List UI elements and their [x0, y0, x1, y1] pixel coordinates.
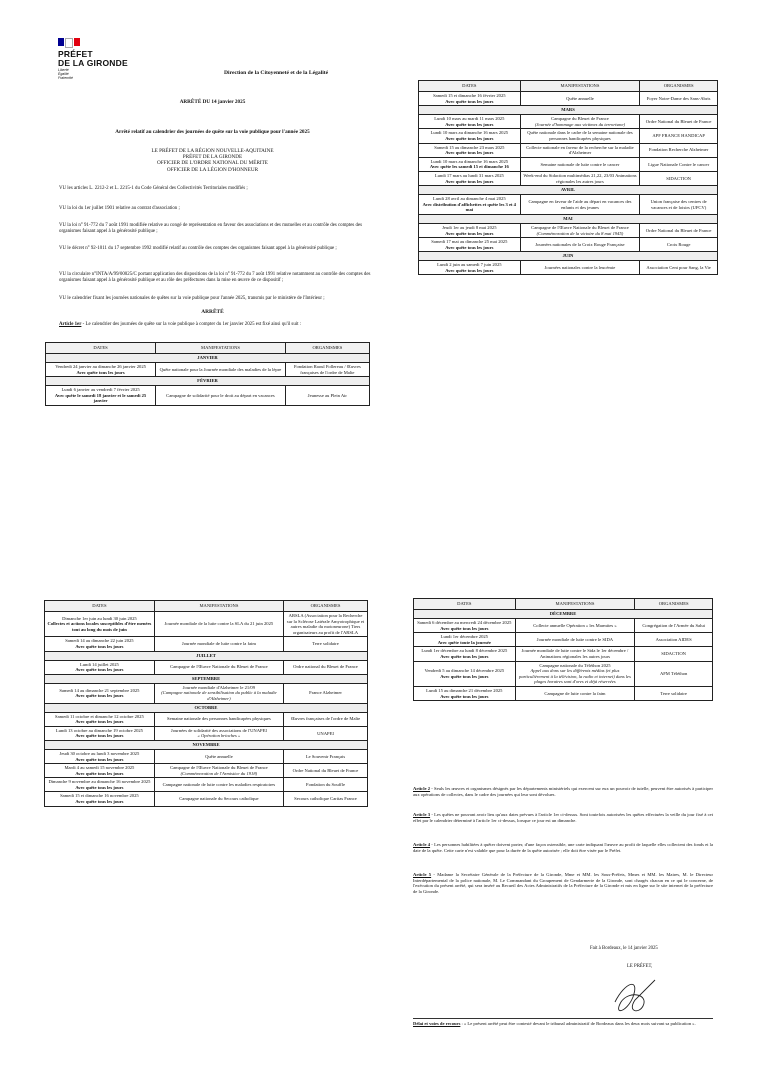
fait-a: Fait à Bordeaux, le 14 janvier 2025 [590, 946, 658, 951]
page-4 [405, 598, 723, 1036]
organisme-cell: AFM Téléthon [635, 661, 713, 686]
date-text: Dimanche 9 novembre au dimanche 16 novembre 2025 [48, 779, 151, 785]
table-row [414, 661, 713, 686]
date-text: Lundi 13 octobre au dimanche 19 octobre 2025 [55, 727, 143, 733]
organisme-cell: APF FRANCE HANDICAP [640, 129, 718, 143]
table-row [45, 683, 368, 703]
date-text: Jeudi 1er au jeudi 8 mai 2025 [442, 224, 497, 230]
date-cell [46, 363, 156, 377]
article-1-label: Article 1er [59, 322, 82, 327]
organisme-cell: Terre solidaire [635, 686, 713, 700]
quete-table-2 [418, 80, 718, 275]
quete-detail: Avec quête tous les jours [75, 719, 124, 725]
quete-detail: Avec quête le samedi 18 janvier et le samedi 25 janvier [54, 392, 147, 404]
table-row [45, 778, 368, 792]
manifestation-text: Journées nationales contre la leucémie [544, 265, 616, 271]
manifestation-note: (Commémoration de la victoire du 8 mai 1945) [536, 230, 624, 236]
month-section-row [45, 740, 368, 749]
vu-item: VU la loi du 1er juillet 1901 relative au contrat d'association ; [59, 206, 180, 211]
col-dates-header: DATES [419, 81, 521, 92]
table-row [419, 171, 718, 185]
organisme-cell: Association Cent pour Sang, la Vie [640, 261, 718, 275]
article-text: - Les personnes habilitées à quêter doivent porter, d'une façon ostensible, une carte indiquant l'œuvre au profit de laquelle elles collectent des fonds et la date de la quête. Cette carte n'est valable que pour la durée de la quête autorisée ; elle doit être visée par le Préfet. [413, 842, 713, 853]
manifestation-cell [154, 764, 283, 778]
date-cell [45, 637, 155, 651]
table-row [45, 764, 368, 778]
table-row [419, 92, 718, 106]
month-section-label: JANVIER [46, 354, 370, 363]
table-header-row [419, 81, 718, 92]
manifestation-text: Campagne nationale de lutte contre les maladies respiratoires [162, 782, 276, 788]
quete-detail: Avec quête tous les jours [445, 150, 494, 156]
date-text: Lundi 17 mars au lundi 31 mars 2025 [434, 172, 504, 178]
table-row [45, 612, 368, 637]
manifestation-text: Campagne de l'Œuvre Nationale du Bleuet de France [170, 664, 268, 670]
vu-item: VU la circulaire n°INTA/A/99/00025/C portant application des dispositions de la loi n° 91-772 du 7 août 1991 relative notamment au contrôle des comptes des organismes faisant appel à la générosité publique et au rôle des préfectures dans la mise en œuvre de ce dispositif ; [59, 272, 371, 283]
date-cell [414, 647, 516, 661]
manifestation-text: Journée mondiale de lutte contre le SIDA [536, 636, 614, 642]
table-row [414, 647, 713, 661]
quete-detail: Avec quête tous les jours [75, 693, 124, 699]
month-section-row [419, 214, 718, 223]
table-header-row [46, 343, 370, 354]
date-cell [419, 238, 521, 252]
le-prefet: LE PRÉFET, [627, 964, 653, 969]
quete-detail: Avec quête tous les jours [445, 98, 494, 104]
organisme-cell: Foyer Notre-Dame des Sans-Abris [640, 92, 718, 106]
date-text: Vendredi 5 au dimanche 14 décembre 2025 [424, 668, 505, 674]
month-section-label: JUILLET [45, 651, 368, 660]
arrete-objet: Arrêté relatif au calendrier des journées de quête sur la voie publique pour l'année 2025 [115, 129, 310, 135]
organisme-cell: Union française des centres de vacances et de loisirs (UFCV) [640, 195, 718, 215]
manifestation-cell [154, 712, 283, 726]
vu-item: VU la loi n° 91-772 du 7 août 1991 modifiée relative au congé de représentation en faveur des associations et des mutuelles et au contrôle des comptes des organismes faisant appel à la générosité publique ; [59, 223, 363, 234]
prefet-line: LE PRÉFET DE LA RÉGION NOUVELLE-AQUITAINE [151, 148, 274, 154]
manifestation-text: Campagne de l'Œuvre Nationale du Bleuet de France [170, 765, 268, 771]
manifestation-cell [515, 619, 635, 633]
col-organismes-header: ORGANISMES [640, 81, 718, 92]
manifestation-cell [520, 143, 640, 157]
quete-detail: Avec quête tous les jours [440, 673, 489, 679]
organisme-cell: Ordre National du Bleuet de France [640, 115, 718, 129]
quete-detail: Avec quête les samedi 15 et dimanche 16 [429, 164, 509, 170]
quete-detail: Avec quête tous les jours [445, 230, 494, 236]
date-cell [45, 749, 155, 763]
organisme-cell: UNAPEI [284, 726, 368, 740]
manifestation-cell [520, 195, 640, 215]
date-cell [419, 143, 521, 157]
quete-detail: Avec quête toute la journée [437, 639, 491, 645]
organisme-cell: Ligue Nationale Contre le cancer [640, 157, 718, 171]
table-row [46, 363, 370, 377]
table-row [419, 157, 718, 171]
prefet-line: PRÉFET DE LA GIRONDE [182, 154, 243, 161]
col-manifestations-header: MANIFESTATIONS [154, 601, 283, 612]
page-3 [44, 600, 368, 1060]
quete-detail: Collectes et actions locales susceptibles d'être menées tout au long du mois de juin [47, 621, 152, 632]
date-text: Lundi 10 mars au mardi 11 mars 2025 [434, 116, 505, 122]
table-header-row [414, 599, 713, 610]
month-section-label: DÉCEMBRE [414, 610, 713, 619]
month-section-label: JUIN [419, 252, 718, 261]
manifestation-text: Collecte annuelle Opération « les Marmites » [533, 622, 617, 628]
arrete-heading: ARRÊTÉ [201, 309, 224, 315]
date-cell [45, 660, 155, 674]
date-cell [45, 712, 155, 726]
date-cell [414, 633, 516, 647]
date-cell [419, 195, 521, 215]
manifestation-text: Quête annuelle [205, 753, 233, 759]
quete-detail: Avec distribution d'affichettes et quête les 3 et 4 mai [422, 201, 516, 213]
manifestation-cell [156, 363, 286, 377]
vu-item: VU les articles L. 2212-2 et L. 2215-1 du Code Général des Collectivités Territoriales modifiés ; [59, 186, 248, 191]
manifestation-note: (Commémoration de l'Armistice du 1918) [180, 770, 258, 776]
organisme-cell: Ordre National du Bleuet de France [284, 764, 368, 778]
article-label: Article 2 [413, 786, 431, 791]
manifestation-cell [515, 633, 635, 647]
date-cell [46, 386, 156, 406]
article-text: - Seuls les œuvres et organismes désignés par les départements ministériels qui exercent sur eux un pouvoir de tutelle, peuvent être autorisés à participer aux opérations de collectes, dans le cadre des journées qui leur sont dévolues. [413, 786, 714, 797]
col-organismes-header: ORGANISMES [284, 601, 368, 612]
month-section-row [419, 186, 718, 195]
article-label: Article 5 [413, 872, 432, 877]
manifestation-cell [156, 386, 286, 406]
organisme-cell: Fondation Raoul Follereau / Œuvres françaises de l'ordre de Malte [285, 363, 369, 377]
table-row [46, 386, 370, 406]
quete-detail: Avec quête tous les jours [75, 770, 124, 776]
manifestation-text: Campagne nationale du Téléthon 2025 [539, 662, 611, 668]
date-text: Lundi 6 janvier au vendredi 7 février 2025 [61, 387, 140, 393]
quete-detail: Avec quête tous les jours [75, 784, 124, 790]
delais-recours [413, 1018, 713, 1027]
date-text: Lundi 1er décembre 2025 [440, 634, 488, 640]
col-dates-header: DATES [414, 599, 516, 610]
date-text: Lundi 28 avril au dimanche 4 mai 2025 [433, 196, 506, 202]
date-text: Lundi 10 mars au dimanche 16 mars 2025 [430, 130, 509, 136]
date-text: Lundi 1er décembre au lundi 8 décembre 2025 [421, 648, 508, 654]
date-text: Samedi 15 et dimanche 16 novembre 2025 [60, 793, 139, 799]
manifestation-cell [154, 637, 283, 651]
manifestation-cell [520, 157, 640, 171]
col-manifestations-header: MANIFESTATIONS [156, 343, 286, 354]
date-cell [45, 612, 155, 637]
date-text: Samedi 14 au dimanche 21 septembre 2025 [59, 687, 140, 693]
date-text: Dimanche 1er juin au lundi 30 juin 2025 [62, 615, 137, 621]
manifestation-cell [520, 171, 640, 185]
organisme-cell: SIDACTION [635, 647, 713, 661]
table-row [45, 660, 368, 674]
date-cell [419, 171, 521, 185]
col-dates-header: DATES [46, 343, 156, 354]
date-cell [414, 619, 516, 633]
date-cell [419, 223, 521, 237]
organisme-cell: Ordre National du Bleuet de France [640, 223, 718, 237]
manifestation-cell [154, 792, 283, 806]
table-row [419, 129, 718, 143]
date-cell [419, 157, 521, 171]
organisme-cell: Fondation Recherche Alzheimer [640, 143, 718, 157]
month-section-row [414, 610, 713, 619]
manifestation-cell [520, 115, 640, 129]
quete-table-3 [44, 600, 368, 807]
quete-detail: Avec quête tous les jours [445, 178, 494, 184]
date-text: Samedi 6 décembre au mercredi 24 décembre 2025 [417, 620, 512, 625]
date-text: Samedi 15 au dimanche 23 mars 2025 [434, 144, 505, 150]
manifestation-cell [515, 647, 635, 661]
organisme-cell: Fondation du Souffle [284, 778, 368, 792]
quete-detail: Avec quête tous les jours [445, 267, 494, 273]
quete-detail: Avec quête tous les jours [75, 733, 124, 739]
month-section-row [419, 252, 718, 261]
manifestation-text: Campagne en faveur de l'aide au départ en vacances des enfants et des jeunes [528, 198, 632, 210]
article-label: Article 4 [413, 842, 431, 847]
quete-detail: Avec quête tous les jours [440, 693, 489, 699]
organisme-cell: Association AIDES [635, 633, 713, 647]
date-cell [419, 261, 521, 275]
month-section-label: NOVEMBRE [45, 740, 368, 749]
quete-detail: Avec quête tous les jours [445, 135, 494, 141]
table-row [414, 633, 713, 647]
month-section-row [419, 106, 718, 115]
date-cell [45, 764, 155, 778]
page-2 [418, 80, 718, 495]
marianne-logo-icon [58, 38, 128, 48]
manifestation-text: Campagne de solidarité pour le droit au départ en vacances [166, 392, 275, 398]
manifestation-cell [154, 612, 283, 637]
date-cell [414, 686, 516, 700]
article-1-text: - Le calendrier des journées de quête sur la voie publique à compter du 1er janvier 2025 est fixé ainsi qu'il suit : [81, 322, 302, 327]
date-text: Lundi 15 au dimanche 21 décembre 2025 [426, 687, 503, 693]
date-text: Lundi 2 juin au samedi 7 juin 2025 [437, 262, 502, 268]
manifestation-note: (Campagne nationale de sensibilisation du public à la maladie d'Alzheimer) [161, 690, 277, 701]
date-text: Samedi 11 octobre et dimanche 12 octobre 2025 [55, 713, 144, 719]
quete-detail: Avec quête tous les jours [76, 369, 125, 375]
manifestation-text: Collecte nationale en faveur de la recherche sur la maladie d'Alzheimer [526, 144, 634, 156]
manifestation-cell [520, 92, 640, 106]
motto-2: Égalité [58, 72, 69, 76]
month-section-row [45, 674, 368, 683]
signature-icon [605, 972, 665, 1020]
organisme-cell: Œuvres françaises de l'ordre de Malte [284, 712, 368, 726]
vu-item: VU le calendrier fixant les journées nationales de quêtes sur la voie publique pour l'année 2025, transmis par le ministère de l'Intérieur ; [59, 296, 325, 301]
vu-item: VU le décret n° 92-1011 du 17 septembre 1992 modifié relatif au contrôle des comptes des organismes faisant appel à la générosité publique ; [59, 246, 337, 251]
organisme-cell: Jeunesse au Plein Air [285, 386, 369, 406]
article-2 [413, 786, 713, 797]
col-dates-header: DATES [45, 601, 155, 612]
manifestation-text: Journée mondiale de lutte contre le Sida le 1er décembre / Animations régionales les autres jours [521, 648, 629, 659]
date-text: Vendredi 24 janvier au dimanche 26 janvier 2025 [55, 364, 146, 369]
date-text: Samedi 15 et dimanche 16 février 2025 [433, 93, 506, 98]
manifestation-cell [515, 661, 635, 686]
date-cell [45, 792, 155, 806]
organisme-cell: ARSLA (Association pour la Recherche sur la Sclérose Latérale Amyotrophique et autres maladie du motoneurone) Tiers organisateurs au profit de l'ARSLA [284, 612, 368, 637]
organisme-cell: Ordre national du Bleuet de France [284, 660, 368, 674]
manifestation-note: Appel aux dons sur les différents médias (et plus particulièrement à la télévision, la radio et internet) dans les plages horaires sont d'ores et déjà réservées [519, 668, 631, 685]
date-text: Samedi 14 au dimanche 22 juin 2025 [65, 638, 134, 644]
article-4 [413, 842, 713, 853]
col-organismes-header: ORGANISMES [635, 599, 713, 610]
date-text: Lundi 14 juillet 2025 [79, 661, 119, 667]
organisme-cell: Secours catholique Caritas France [284, 792, 368, 806]
arrete-title: ARRÊTÉ DU 14 janvier 2025 [179, 99, 246, 105]
table-row [45, 792, 368, 806]
organisme-cell: Congrégation de l'Armée du Salut [635, 619, 713, 633]
manifestation-text: Journée mondiale de lutte contre la faim [181, 641, 256, 647]
delais-text: : « Le présent arrêté peut être contesté devant le tribunal administratif de Bordeaux dans les deux mois suivant sa publication ». [460, 1021, 696, 1026]
quete-detail: Avec quête tous les jours [445, 244, 494, 250]
quete-detail: Avec quête tous les jours [440, 653, 489, 659]
prefet-line: OFFICIER DE L'ORDRE NATIONAL DU MÉRITE [157, 160, 268, 167]
date-cell [419, 115, 521, 129]
quete-detail: Avec quête tous les jours [75, 756, 124, 762]
organisme-cell: SIDACTION [640, 171, 718, 185]
manifestation-cell [154, 726, 283, 740]
date-cell [419, 92, 521, 106]
manifestation-cell [520, 261, 640, 275]
table-row [419, 261, 718, 275]
direction-header: Direction de la Citoyenneté et de la Légalité [224, 70, 329, 76]
date-cell [45, 726, 155, 740]
organisme-cell: France Alzheimer [284, 683, 368, 703]
month-section-row [45, 703, 368, 712]
table-header-row [45, 601, 368, 612]
manifestation-text: Journées de solidarité des associations de l'UNAPEI [170, 727, 267, 733]
article-text: - Les quêtes ne pouvant avoir lieu qu'aux dates prévues à l'article 1er ci-dessus. Sont toutefois autorisées les quêtes effectuées la veille du jour fixé à cet effet par le calendrier déterminé à l'article 1er ci-dessus, lorsque ce jour est un dimanche. [413, 812, 713, 823]
table-row [45, 637, 368, 651]
manifestation-cell [520, 238, 640, 252]
quete-table-1 [45, 342, 370, 406]
article-label: Article 3 [413, 812, 431, 817]
month-section-label: FÉVRIER [46, 377, 370, 386]
manifestation-text: Journées nationales de la Croix Rouge Française [535, 241, 625, 247]
delais-label: Délai et voies de recours [413, 1021, 461, 1026]
organisme-cell: Croix Rouge [640, 238, 718, 252]
manifestation-text: Campagne nationale du Secours catholique [179, 796, 259, 802]
month-section-row [45, 651, 368, 660]
manifestation-cell [520, 129, 640, 143]
table-row [419, 238, 718, 252]
manifestation-note: (Journée d'hommage aux victimes du terrorisme) [534, 121, 626, 127]
quete-table-4 [413, 598, 713, 701]
table-row [419, 195, 718, 215]
manifestation-text: Campagne du Bleuet de France [551, 116, 609, 122]
article-5 [413, 872, 713, 894]
month-section-row [46, 354, 370, 363]
page-1 [40, 34, 385, 504]
table-row [45, 726, 368, 740]
month-section-label: MAI [419, 214, 718, 223]
motto-1: Liberté [58, 68, 69, 72]
manifestation-cell [154, 778, 283, 792]
table-row [45, 749, 368, 763]
month-section-row [46, 377, 370, 386]
col-organismes-header: ORGANISMES [285, 343, 369, 354]
table-row [419, 115, 718, 129]
manifestation-text: Quête nationale pour la Journée mondiale des maladies de la lèpre [159, 366, 282, 372]
article-text: - Madame la Secrétaire Générale de la Préfecture de la Gironde, Mme et MM. les Sous-Préfets, Mmes et MM. les Maires, M. le Directeur Interdépartemental de la police nationale, M. Le Commandant du Groupement de Gendarmerie de la Gironde, sont chargés chacun en ce qui le concerne, de l'exécution du présent arrêté, qui sera inséré au Recueil des Actes Administratifs de la Préfecture de la Gironde et mis en ligne sur le site internet de la préfecture de la Gironde. [413, 872, 713, 894]
quete-detail: Avec quête tous les jours [440, 625, 489, 631]
date-text: Lundi 10 mars au dimanche 16 mars 2025 [430, 158, 509, 164]
organisme-cell: Terre solidaire [284, 637, 368, 651]
motto-3: Fraternité [58, 76, 73, 80]
prefet-block [40, 148, 385, 173]
month-section-label: MARS [419, 106, 718, 115]
prefet-logo [58, 38, 128, 80]
date-text: Jeudi 30 octobre au lundi 3 novembre 2025 [59, 750, 140, 756]
logo-line1: PRÉFET [58, 49, 93, 59]
month-section-label: AVRIL [419, 186, 718, 195]
manifestation-text: Journée mondiale de la lutte contre la SLA du 21 juin 2025 [164, 621, 274, 627]
date-cell [45, 683, 155, 703]
manifestation-text: Campagne de l'Œuvre Nationale du Bleuet de France [531, 224, 629, 230]
manifestation-cell [154, 683, 283, 703]
manifestation-text: Journée mondiale d'Alzheimer le 21/09 [182, 684, 256, 690]
col-manifestations-header: MANIFESTATIONS [520, 81, 640, 92]
manifestation-text: Week-end du Sidaction multimédias 21,22, 23/03 Animations régionales les autres jours [523, 172, 637, 184]
manifestation-cell [154, 749, 283, 763]
date-cell [419, 129, 521, 143]
table-row [419, 143, 718, 157]
date-cell [414, 661, 516, 686]
manifestation-cell [154, 660, 283, 674]
article-3 [413, 812, 713, 823]
quete-detail: Avec quête tous les jours [445, 121, 494, 127]
quete-detail: Avec quête tous les jours [75, 643, 124, 649]
col-manifestations-header: MANIFESTATIONS [515, 599, 635, 610]
manifestation-text: Semaine nationale de lutte contre le cancer [540, 161, 620, 167]
table-row [45, 712, 368, 726]
month-section-label: OCTOBRE [45, 703, 368, 712]
quete-detail: Avec quête tous les jours [75, 667, 124, 673]
date-text: Mardi 4 au samedi 15 novembre 2025 [64, 765, 135, 771]
manifestation-cell [520, 223, 640, 237]
quete-detail: Avec quête tous les jours [75, 799, 124, 805]
month-section-label: SEPTEMBRE [45, 674, 368, 683]
organisme-cell: Le Souvenir Français [284, 749, 368, 763]
manifestation-text: Campagne de lutte contre la faim [544, 690, 606, 696]
manifestation-cell [515, 686, 635, 700]
prefet-line: OFFICIER DE LA LÉGION D'HONNEUR [166, 166, 259, 173]
logo-line2: DE LA GIRONDE [58, 58, 128, 68]
manifestation-text: Quête annuelle [566, 95, 594, 101]
manifestation-text: Quête nationale dans le cadre de la semaine nationale des personnes handicapées physiques [527, 130, 633, 141]
article-1 [59, 322, 374, 328]
table-row [419, 223, 718, 237]
table-row [414, 619, 713, 633]
manifestation-text: Semaine nationale des personnes handicapées physiques [167, 716, 271, 722]
date-text: Samedi 17 mai au dimanche 25 mai 2025 [431, 239, 508, 245]
table-row [414, 686, 713, 700]
date-cell [45, 778, 155, 792]
manifestation-note: « Opération brioches » [197, 733, 241, 739]
